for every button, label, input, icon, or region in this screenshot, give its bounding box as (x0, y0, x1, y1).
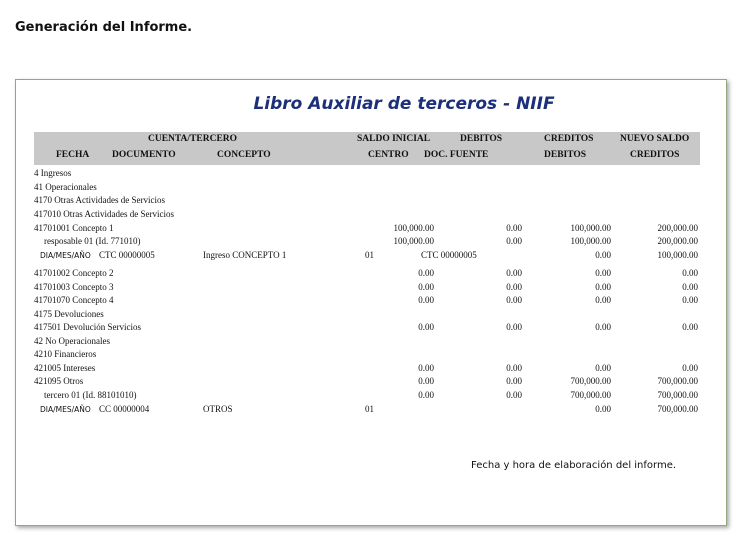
report-title: Libro Auxiliar de terceros - NIIF (253, 94, 555, 114)
creditos-value: 100,000.00 (570, 223, 611, 233)
tercero-row-label: tercero 01 (Id. 88101010) (44, 390, 137, 400)
table-header (34, 132, 700, 165)
movement-centro: 01 (365, 404, 374, 414)
movement-concepto: Ingreso CONCEPTO 1 (203, 250, 287, 260)
account-row-label: 42 No Operacionales (34, 336, 110, 346)
movement-documento: CTC 00000005 (99, 250, 155, 260)
debitos-value: 0.00 (506, 236, 522, 246)
creditos-value: 0.00 (595, 268, 611, 278)
nuevo-saldo-value: 0.00 (682, 322, 698, 332)
creditos-value: 0.00 (595, 282, 611, 292)
account-row-label: 421005 Intereses (34, 363, 96, 373)
account-row-label: 41701003 Concepto 3 (34, 282, 114, 292)
saldo-inicial-value: 0.00 (418, 390, 434, 400)
nuevo-saldo-value: 100,000.00 (657, 250, 698, 260)
saldo-inicial-value: 0.00 (418, 282, 434, 292)
nuevo-saldo-value: 700,000.00 (657, 390, 698, 400)
header-centro: CENTRO (368, 150, 409, 160)
movement-concepto: OTROS (203, 404, 233, 414)
debitos-value: 0.00 (506, 322, 522, 332)
debitos-value: 0.00 (506, 363, 522, 373)
header-saldo-inicial: SALDO INICIAL (357, 134, 431, 144)
debitos-value: 0.00 (506, 282, 522, 292)
movement-fecha: DIA/MES/AÑO (40, 251, 91, 260)
movement-centro: 01 (365, 250, 374, 260)
header-creditos: CREDITOS (544, 134, 594, 144)
movement-documento: CC 00000004 (99, 404, 150, 414)
creditos-value: 700,000.00 (570, 390, 611, 400)
nuevo-saldo-value: 200,000.00 (657, 223, 698, 233)
header-debitos-2: DEBITOS (544, 150, 587, 160)
header-creditos-2: CREDITOS (630, 150, 680, 160)
saldo-inicial-value: 100,000.00 (393, 223, 434, 233)
movement-doc-fuente: CTC 00000005 (421, 250, 477, 260)
header-documento: DOCUMENTO (112, 150, 176, 160)
tercero-row-label: resposable 01 (Id. 771010) (44, 236, 141, 246)
account-row-label: 417501 Devolución Servicios (34, 322, 141, 332)
saldo-inicial-value: 0.00 (418, 268, 434, 278)
saldo-inicial-value: 0.00 (418, 295, 434, 305)
page-heading: Generación del Informe. (15, 20, 193, 35)
debitos-value: 0.00 (506, 223, 522, 233)
creditos-value: 0.00 (595, 295, 611, 305)
account-row-label: 4 Ingresos (34, 168, 72, 178)
nuevo-saldo-value: 0.00 (682, 363, 698, 373)
report-footer: Fecha y hora de elaboración del informe. (471, 460, 677, 471)
creditos-value: 700,000.00 (570, 376, 611, 386)
header-cuenta-tercero: CUENTA/TERCERO (148, 134, 238, 144)
creditos-value: 0.00 (595, 363, 611, 373)
account-row-label: 41 Operacionales (34, 182, 97, 192)
account-row-label: 41701070 Concepto 4 (34, 295, 114, 305)
report-title-container (0, 94, 756, 114)
debitos-value: 0.00 (506, 268, 522, 278)
header-debitos: DEBITOS (460, 134, 503, 144)
saldo-inicial-value: 0.00 (418, 376, 434, 386)
creditos-value: 0.00 (595, 322, 611, 332)
nuevo-saldo-value: 0.00 (682, 295, 698, 305)
header-fecha: FECHA (56, 150, 90, 160)
nuevo-saldo-value: 0.00 (682, 282, 698, 292)
account-row-label: 4210 Financieros (34, 349, 97, 359)
nuevo-saldo-value: 700,000.00 (657, 376, 698, 386)
account-row-label: 4170 Otras Actividades de Servicios (34, 195, 165, 205)
nuevo-saldo-value: 0.00 (682, 268, 698, 278)
header-concepto: CONCEPTO (217, 150, 271, 160)
saldo-inicial-value: 0.00 (418, 363, 434, 373)
nuevo-saldo-value: 700,000.00 (657, 404, 698, 414)
header-doc-fuente: DOC. FUENTE (424, 150, 489, 160)
account-row-label: 417010 Otras Actividades de Servicios (34, 209, 174, 219)
account-row-label: 41701001 Concepto 1 (34, 223, 114, 233)
saldo-inicial-value: 0.00 (418, 322, 434, 332)
debitos-value: 0.00 (506, 295, 522, 305)
debitos-value: 0.00 (506, 390, 522, 400)
movement-fecha: DIA/MES/AÑO (40, 405, 91, 414)
account-row-label: 4175 Devoluciones (34, 309, 104, 319)
account-row-label: 41701002 Concepto 2 (34, 268, 114, 278)
account-row-label: 421095 Otros (34, 376, 84, 386)
header-nuevo-saldo: NUEVO SALDO (620, 134, 690, 144)
debitos-value: 0.00 (506, 376, 522, 386)
creditos-value: 0.00 (595, 250, 611, 260)
creditos-value: 0.00 (595, 404, 611, 414)
saldo-inicial-value: 100,000.00 (393, 236, 434, 246)
creditos-value: 100,000.00 (570, 236, 611, 246)
nuevo-saldo-value: 200,000.00 (657, 236, 698, 246)
